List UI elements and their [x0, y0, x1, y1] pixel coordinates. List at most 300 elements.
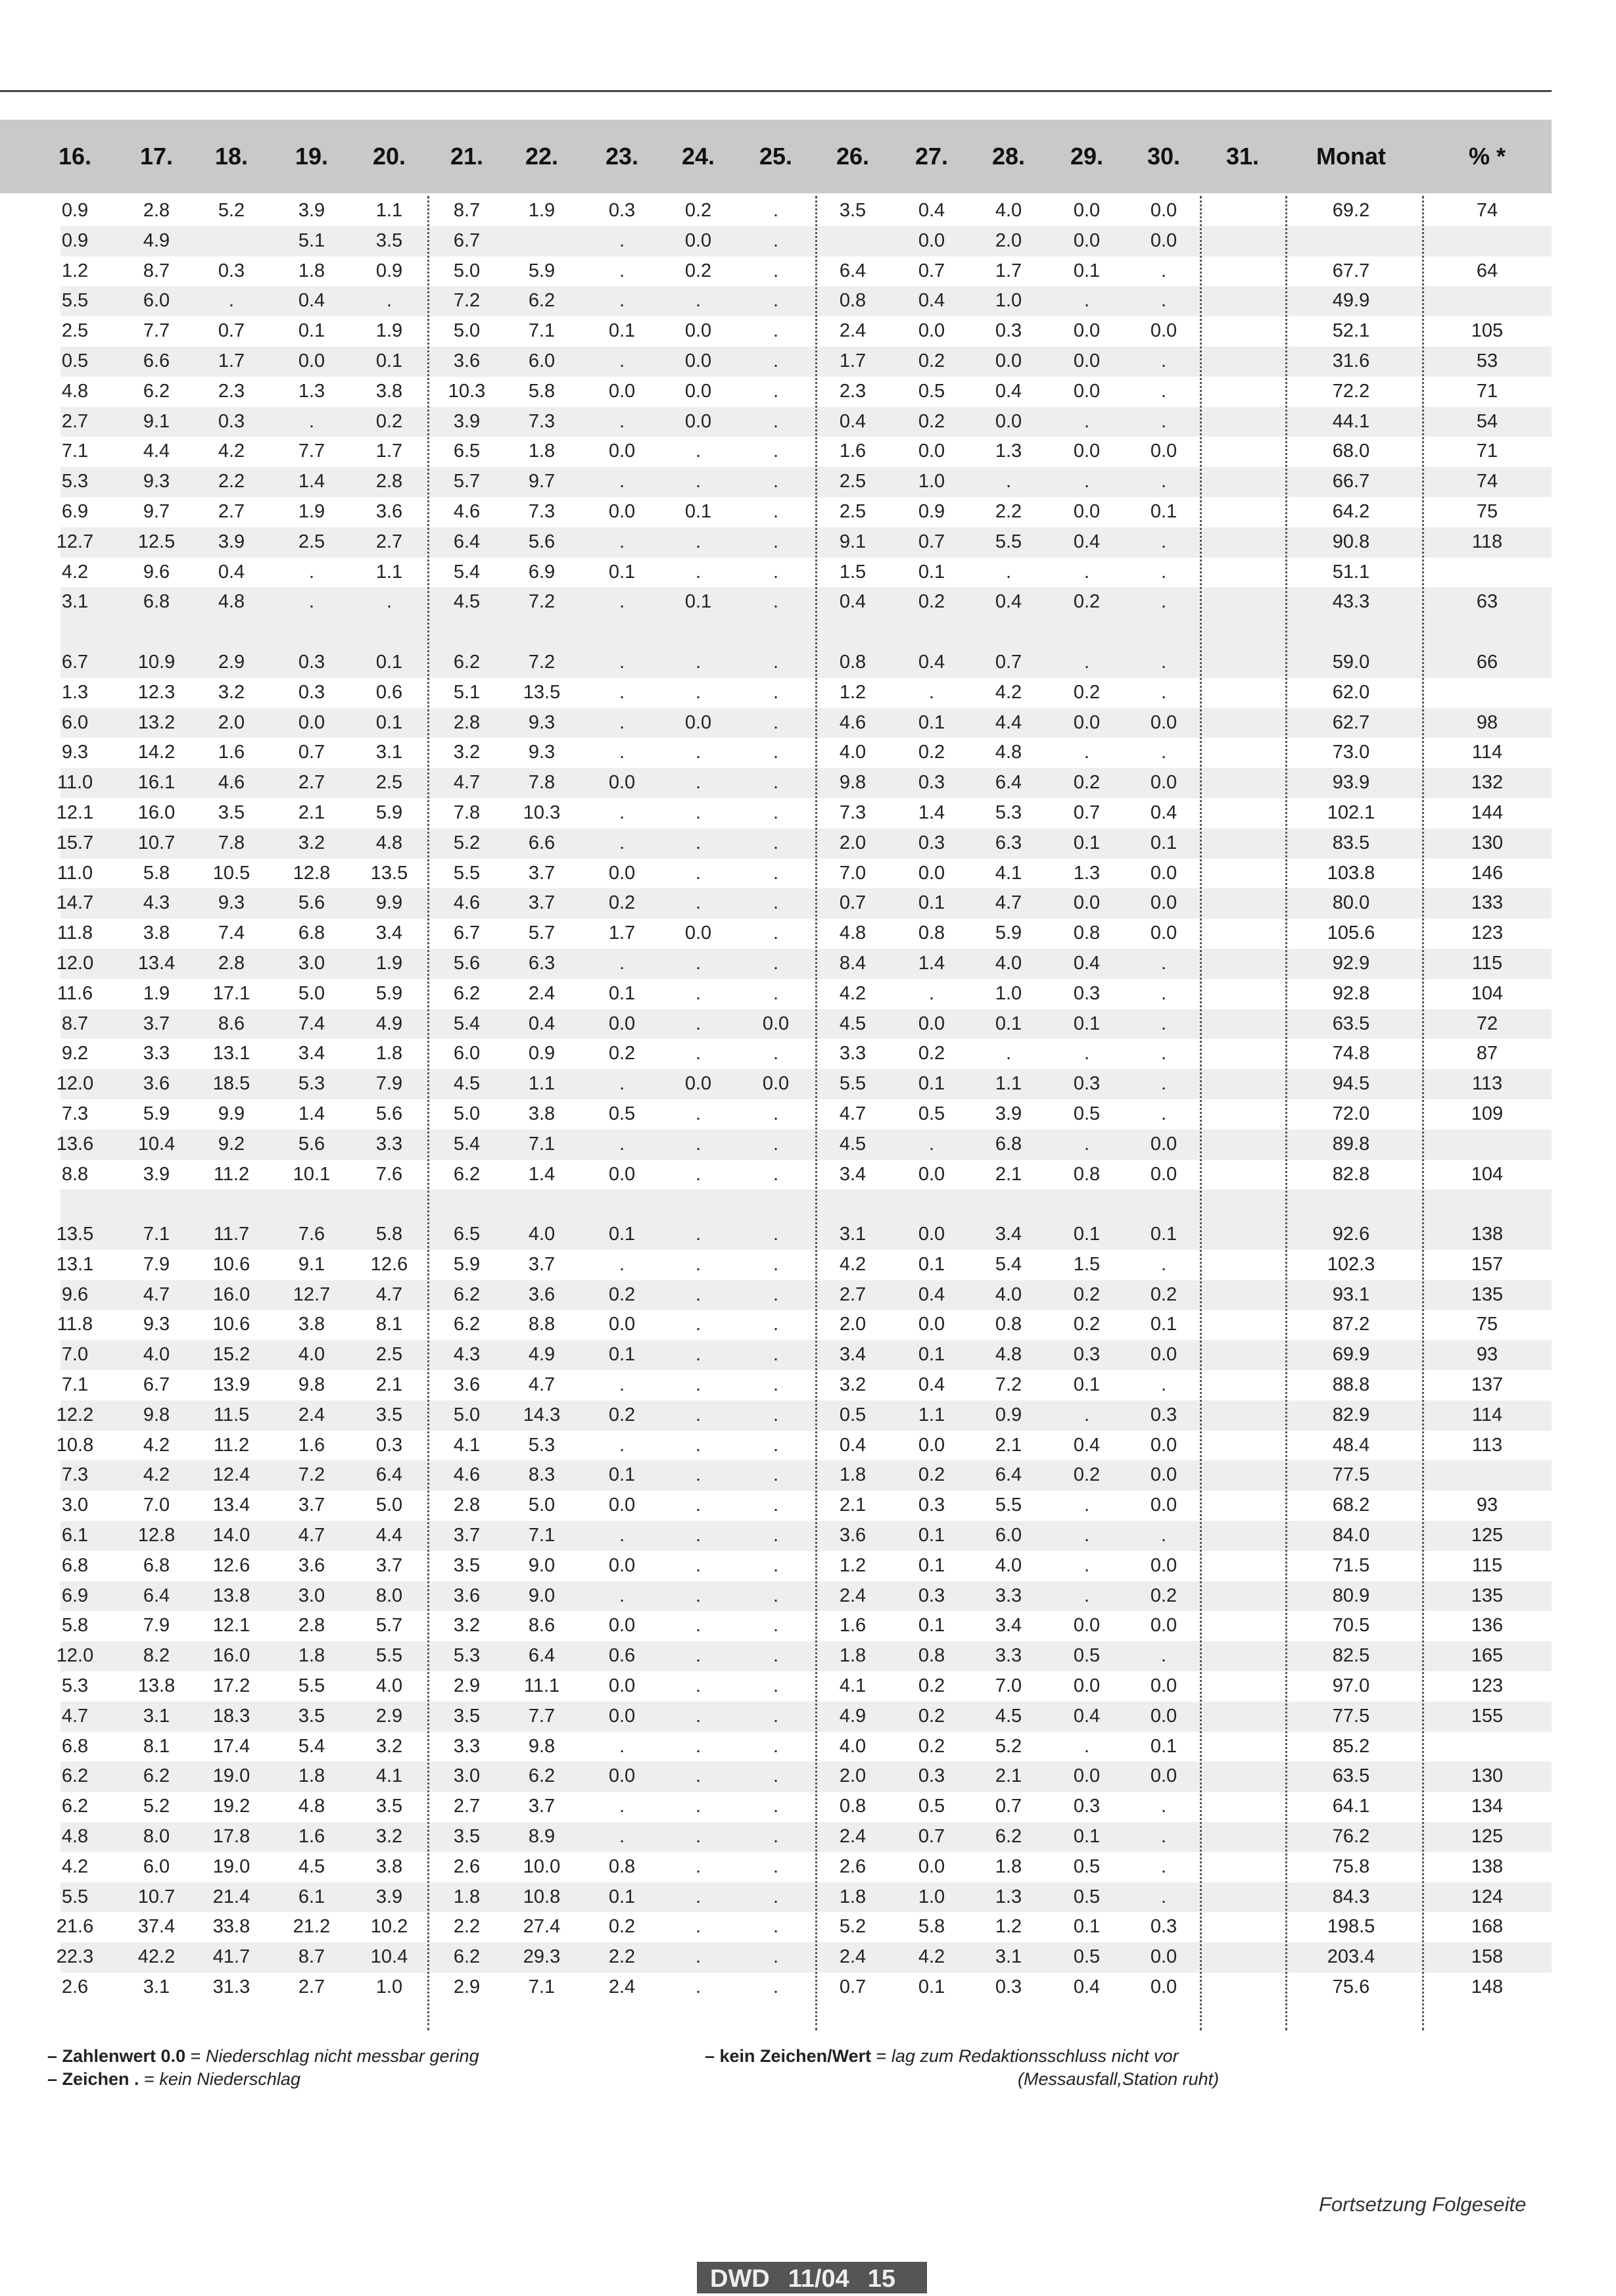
cell-d17: 4.2: [143, 1464, 170, 1486]
cell-d26: 2.4: [839, 1585, 867, 1606]
cell-d25: .: [772, 1283, 779, 1305]
cell-d24: 0.0: [684, 922, 712, 944]
cell-d25: .: [772, 1645, 779, 1667]
cell-d28: 1.0: [995, 982, 1022, 1004]
cell-d26: 9.8: [839, 772, 867, 794]
cell-d22: 6.6: [528, 832, 556, 853]
cell-d24: .: [695, 1224, 701, 1245]
cell-d23: 0.5: [608, 1103, 636, 1124]
cell-d26: 2.4: [839, 320, 867, 342]
cell-monat: 88.8: [1332, 1374, 1370, 1396]
cell-d24: .: [695, 1253, 701, 1275]
cell-d16: 3.0: [61, 1495, 89, 1516]
cell-d28: 2.0: [995, 229, 1022, 251]
cell-d23: 0.2: [608, 1283, 636, 1305]
cell-d25: .: [772, 711, 779, 733]
cell-d28: 4.0: [995, 952, 1022, 974]
table-row: [60, 1792, 1552, 1822]
cell-d16: 7.1: [61, 1374, 89, 1396]
cell-percent: 157: [1471, 1253, 1504, 1275]
table-row: [60, 587, 1552, 617]
header-d27: 27.: [915, 143, 949, 170]
table-row: [57, 919, 1552, 949]
cell-d25: .: [772, 350, 779, 371]
cell-d21: 10.3: [448, 380, 486, 402]
cell-d18: 2.7: [218, 500, 245, 522]
cell-d23: 0.0: [608, 1495, 636, 1516]
cell-d16: 5.3: [61, 1675, 89, 1697]
cell-d21: 6.5: [453, 441, 481, 462]
cell-percent: 146: [1471, 862, 1504, 884]
cell-d29: 0.8: [1073, 1163, 1101, 1185]
cell-d27: 0.3: [918, 1585, 945, 1606]
cell-d19: 3.5: [298, 1705, 325, 1727]
cell-d17: 10.7: [137, 1886, 176, 1907]
cell-d29: 0.0: [1073, 320, 1101, 342]
cell-d23: .: [619, 952, 625, 974]
table-row: [56, 1400, 1552, 1431]
cell-monat: 66.7: [1332, 471, 1370, 492]
table-row: [60, 648, 1552, 678]
cell-d17: 10.4: [137, 1133, 176, 1155]
cell-d22: 0.9: [528, 1043, 556, 1064]
cell-d28: 1.3: [995, 1886, 1022, 1907]
cell-d18: 11.5: [213, 1404, 250, 1425]
cell-d20: 8.0: [375, 1585, 403, 1606]
cell-d21: 5.5: [453, 862, 481, 884]
cell-d27: 0.0: [918, 1314, 945, 1335]
cell-d28: 3.3: [995, 1585, 1022, 1606]
cell-d18: 11.2: [213, 1163, 250, 1185]
cell-d24: .: [695, 1705, 701, 1727]
cell-monat: 102.3: [1327, 1253, 1375, 1275]
cell-d26: 3.2: [839, 1374, 867, 1396]
cell-d23: .: [619, 260, 625, 281]
cell-d18: 33.8: [212, 1916, 250, 1938]
cell-d24: .: [695, 471, 701, 492]
table-row: [60, 347, 1552, 377]
table-row: [60, 1581, 1552, 1612]
cell-d21: 8.7: [453, 200, 481, 221]
cell-d16: 11.6: [57, 982, 93, 1004]
cell-d30: 0.0: [1150, 772, 1177, 794]
cell-d19: 0.3: [298, 681, 325, 703]
cell-d24: .: [695, 1314, 701, 1335]
cell-d23: .: [619, 681, 625, 703]
cell-d27: 0.1: [918, 1253, 945, 1275]
cell-d30: 0.2: [1150, 1585, 1177, 1606]
cell-percent: [1441, 1460, 1533, 1491]
cell-d18: 1.6: [218, 742, 245, 763]
cell-d27: 0.8: [918, 922, 945, 944]
cell-d20: 5.8: [375, 1224, 403, 1245]
cell-d19: 1.6: [298, 1434, 325, 1456]
cell-percent: 134: [1471, 1796, 1504, 1817]
header-d21: 21.: [450, 143, 484, 170]
cell-d18: 18.5: [212, 1073, 250, 1095]
cell-d21: 5.1: [453, 681, 481, 703]
cell-d23: 0.0: [608, 1554, 636, 1576]
cell-d23: .: [619, 531, 625, 552]
cell-d22: 9.0: [528, 1585, 556, 1606]
cell-d23: .: [619, 832, 625, 853]
cell-d23: 0.0: [608, 772, 636, 794]
cell-d17: 9.7: [143, 500, 170, 522]
cell-d17: 8.2: [143, 1645, 170, 1667]
cell-d19: 5.1: [298, 229, 325, 251]
cell-monat: 105.6: [1327, 922, 1375, 944]
cell-d30: .: [1160, 1886, 1167, 1907]
cell-d16: 13.6: [56, 1133, 94, 1155]
section-gap: [60, 1189, 1552, 1220]
cell-d29: 0.0: [1073, 500, 1101, 522]
cell-d23: 1.7: [608, 922, 636, 944]
cell-d30: 0.2: [1150, 1283, 1177, 1305]
cell-d24: .: [695, 1585, 701, 1606]
cell-d24: .: [695, 862, 701, 884]
cell-d28: 5.5: [995, 531, 1022, 552]
cell-d23: .: [619, 350, 625, 371]
cell-d27: 0.1: [918, 711, 945, 733]
cell-d25: .: [772, 982, 779, 1004]
cell-d19: 5.4: [298, 1735, 325, 1757]
cell-d20: 4.7: [375, 1283, 403, 1305]
cell-d25: .: [772, 1735, 779, 1757]
cell-d18: 11.2: [213, 1434, 250, 1456]
cell-d25: .: [772, 1464, 779, 1486]
cell-d26: 4.9: [839, 1705, 867, 1727]
cell-d29: .: [1083, 471, 1090, 492]
cell-d31: [1206, 467, 1279, 497]
cell-d28: 1.2: [995, 1916, 1022, 1938]
cell-d27: 0.1: [918, 1976, 945, 1998]
cell-d18: 4.6: [218, 772, 245, 794]
cell-percent: 123: [1471, 1675, 1504, 1697]
cell-d30: 0.0: [1150, 1675, 1177, 1697]
cell-d24: .: [695, 1645, 701, 1667]
cell-d26: 3.3: [839, 1043, 867, 1064]
cell-d21: 4.7: [453, 772, 481, 794]
cell-d24: .: [695, 1554, 701, 1576]
cell-d29: 0.2: [1073, 772, 1101, 794]
cell-d20: 3.6: [375, 500, 403, 522]
cell-d28: 6.4: [995, 772, 1022, 794]
cell-d25: .: [772, 1434, 779, 1456]
cell-d22: 7.2: [528, 651, 556, 673]
cell-percent: 115: [1471, 952, 1503, 974]
cell-d20: 0.1: [375, 711, 403, 733]
cell-monat: 63.5: [1332, 1013, 1370, 1034]
cell-d23: 0.0: [608, 1765, 636, 1787]
legend-line-2: – Zeichen . = kein Niederschlag: [47, 2069, 300, 2089]
cell-d29: 0.4: [1073, 1434, 1101, 1456]
cell-d17: 4.0: [143, 1344, 170, 1366]
cell-d21: 2.7: [453, 1796, 481, 1817]
cell-d18: 5.2: [218, 200, 245, 221]
cell-d22: 9.7: [528, 471, 556, 492]
cell-d30: 0.1: [1150, 832, 1177, 853]
cell-d27: 0.1: [918, 1615, 945, 1637]
cell-d23: .: [619, 742, 625, 763]
cell-d28: 0.9: [995, 1404, 1022, 1425]
cell-d28: .: [1005, 471, 1012, 492]
cell-d22: 8.6: [528, 1615, 556, 1637]
cell-monat: 92.9: [1332, 952, 1370, 974]
cell-d16: 15.7: [56, 832, 94, 853]
cell-d20: 1.0: [375, 1976, 403, 1998]
table-row: [60, 558, 1552, 588]
cell-d29: 0.4: [1073, 1705, 1101, 1727]
cell-d17: 5.8: [143, 862, 170, 884]
cell-d25: .: [772, 290, 779, 312]
cell-d20: 10.2: [370, 1916, 408, 1938]
cell-d16: 11.8: [57, 922, 93, 944]
table-row: [57, 768, 1552, 798]
cell-d16: 6.1: [61, 1525, 89, 1546]
cell-d20: 3.5: [375, 1404, 403, 1425]
cell-d24: .: [695, 1916, 701, 1938]
cell-d31: [1206, 286, 1279, 316]
cell-d30: .: [1160, 380, 1167, 402]
cell-d16: 2.5: [61, 320, 89, 342]
cell-d20: 5.6: [375, 1103, 403, 1124]
cell-d16: 6.0: [61, 711, 89, 733]
cell-d23: 0.1: [608, 320, 636, 342]
cell-percent: 113: [1471, 1434, 1503, 1456]
cell-d22: 7.3: [528, 410, 556, 432]
cell-percent: 158: [1471, 1946, 1504, 1968]
cell-d30: .: [1160, 952, 1167, 974]
cell-d24: .: [695, 290, 701, 312]
cell-d24: 0.0: [684, 229, 712, 251]
cell-d19: 10.1: [293, 1163, 331, 1185]
column-divider: [1422, 196, 1424, 2030]
cell-d19: 3.0: [298, 952, 325, 974]
cell-d20: 3.8: [375, 380, 403, 402]
cell-d18: 0.3: [218, 260, 245, 281]
cell-percent: 144: [1471, 801, 1504, 823]
cell-d19: 0.1: [298, 320, 325, 342]
table-row: [56, 1431, 1552, 1461]
cell-d18: 41.7: [212, 1946, 250, 1968]
cell-d17: 4.9: [143, 229, 170, 251]
cell-d19: 1.4: [298, 1103, 325, 1124]
header-d30: 30.: [1147, 143, 1181, 170]
cell-monat: 59.0: [1332, 651, 1370, 673]
cell-d25: .: [772, 1163, 779, 1185]
cell-monat: 85.2: [1332, 1735, 1370, 1757]
cell-d31: [1206, 1280, 1279, 1310]
cell-d19: 4.7: [298, 1525, 325, 1546]
cell-d29: 1.5: [1073, 1253, 1101, 1275]
cell-d18: 3.9: [218, 531, 245, 552]
cell-d30: .: [1160, 290, 1167, 312]
cell-d22: [506, 226, 578, 256]
cell-d31: [1206, 407, 1279, 437]
cell-d20: 2.8: [375, 471, 403, 492]
cell-d18: 19.0: [212, 1765, 250, 1787]
cell-d16: 11.0: [57, 772, 93, 794]
table-row: [56, 1069, 1552, 1099]
cell-d31: [1206, 708, 1279, 738]
cell-d19: 5.6: [298, 892, 325, 914]
cell-percent: 124: [1471, 1886, 1504, 1907]
cell-d20: 9.9: [375, 892, 403, 914]
cell-d30: 0.0: [1150, 1163, 1177, 1185]
cell-d29: 0.1: [1073, 1916, 1101, 1938]
cell-d21: 3.2: [453, 1615, 481, 1637]
cell-d21: 3.0: [453, 1765, 481, 1787]
cell-d26: 2.0: [839, 1314, 867, 1335]
cell-d31: [1206, 1581, 1279, 1612]
legend-line-3: – kein Zeichen/Wert = lag zum Redaktionsschluss nicht vor: [705, 2046, 1179, 2066]
cell-d17: 9.3: [143, 471, 170, 492]
cell-d18: 4.8: [218, 591, 245, 613]
cell-d31: [1206, 1912, 1279, 1942]
cell-d27: 0.1: [918, 892, 945, 914]
cell-d25: .: [772, 1796, 779, 1817]
cell-d23: 0.0: [608, 1615, 636, 1637]
cell-d18: 11.7: [213, 1224, 250, 1245]
cell-d17: 9.1: [143, 410, 170, 432]
cell-d16: 22.3: [56, 1946, 94, 1968]
cell-d19: 7.2: [298, 1464, 325, 1486]
cell-d31: [1206, 1039, 1279, 1069]
cell-d21: 6.4: [453, 531, 481, 552]
cell-d24: 0.0: [684, 350, 712, 371]
cell-d31: [1206, 919, 1279, 949]
cell-d29: 0.5: [1073, 1645, 1101, 1667]
table-row: [60, 1280, 1552, 1310]
cell-d29: 0.0: [1073, 1675, 1101, 1697]
section-gap: [60, 617, 1552, 648]
cell-d21: 3.5: [453, 1826, 481, 1848]
cell-d26: 1.6: [839, 1615, 867, 1637]
cell-d23: 0.0: [608, 380, 636, 402]
cell-d24: 0.2: [684, 200, 712, 221]
cell-d16: 5.8: [61, 1615, 89, 1637]
cell-d25: .: [772, 260, 779, 281]
cell-d20: 1.1: [375, 561, 403, 583]
cell-d30: .: [1160, 681, 1167, 703]
cell-d22: 4.9: [528, 1344, 556, 1366]
cell-d30: 0.0: [1150, 862, 1177, 884]
cell-d27: 0.0: [918, 1855, 945, 1877]
cell-d21: 3.6: [453, 350, 481, 371]
cell-d16: 21.6: [56, 1916, 94, 1938]
cell-d24: .: [695, 1855, 701, 1877]
cell-d30: 0.0: [1150, 922, 1177, 944]
cell-d26: 4.2: [839, 982, 867, 1004]
cell-d30: 0.0: [1150, 1464, 1177, 1486]
cell-d19: 2.8: [298, 1615, 325, 1637]
cell-d26: 0.4: [839, 410, 867, 432]
cell-d19: 2.1: [298, 801, 325, 823]
cell-d28: 4.8: [995, 742, 1022, 763]
cell-d18: 31.3: [212, 1976, 250, 1998]
cell-d25: .: [772, 500, 779, 522]
cell-d16: 12.0: [56, 952, 94, 974]
cell-d28: 7.2: [995, 1374, 1022, 1396]
cell-d26: 1.6: [839, 441, 867, 462]
cell-d26: 4.7: [839, 1103, 867, 1124]
cell-d28: 5.2: [995, 1735, 1022, 1757]
table-row: [60, 1460, 1552, 1491]
cell-d26: 0.8: [839, 290, 867, 312]
cell-d25: .: [772, 441, 779, 462]
cell-d16: 12.7: [56, 531, 94, 552]
cell-d20: 7.6: [375, 1163, 403, 1185]
cell-monat: 87.2: [1332, 1314, 1370, 1335]
cell-d28: 5.9: [995, 922, 1022, 944]
cell-d29: .: [1083, 651, 1090, 673]
cell-d28: 0.7: [995, 1796, 1022, 1817]
cell-d30: 0.0: [1150, 1344, 1177, 1366]
cell-d28: 5.3: [995, 801, 1022, 823]
table-row: [60, 316, 1552, 347]
cell-d30: .: [1160, 1253, 1167, 1275]
cell-d17: 42.2: [137, 1946, 176, 1968]
cell-d26: 2.6: [839, 1855, 867, 1877]
cell-d19: 3.7: [298, 1495, 325, 1516]
cell-d28: 3.4: [995, 1224, 1022, 1245]
cell-d22: 3.7: [528, 862, 556, 884]
cell-d17: 6.2: [143, 380, 170, 402]
cell-d28: 0.8: [995, 1314, 1022, 1335]
cell-d23: 0.2: [608, 1916, 636, 1938]
cell-d22: 1.4: [528, 1163, 556, 1185]
cell-d24: 0.0: [684, 711, 712, 733]
cell-d20: .: [386, 591, 392, 613]
table-row: [60, 1671, 1552, 1702]
cell-monat: 77.5: [1332, 1464, 1370, 1486]
cell-d31: [1206, 1130, 1279, 1160]
cell-d24: .: [695, 1525, 701, 1546]
cell-d31: [1206, 1400, 1279, 1431]
table-row: [60, 1099, 1552, 1130]
cell-d24: .: [695, 832, 701, 853]
cell-d27: 1.4: [918, 801, 945, 823]
cell-d21: 6.2: [453, 1314, 481, 1335]
cell-d28: 4.7: [995, 892, 1022, 914]
cell-monat: 83.5: [1332, 832, 1370, 853]
cell-d30: 0.1: [1150, 1224, 1177, 1245]
legend-line-1: – Zahlenwert 0.0 = Niederschlag nicht messbar gering: [47, 2046, 479, 2066]
cell-monat: 69.9: [1332, 1344, 1370, 1366]
cell-d23: 0.2: [608, 892, 636, 914]
cell-d16: 0.9: [61, 200, 89, 221]
cell-d24: .: [695, 1675, 701, 1697]
cell-monat: 80.0: [1332, 892, 1370, 914]
cell-d18: 10.6: [212, 1314, 250, 1335]
cell-d26: 0.4: [839, 1434, 867, 1456]
cell-percent: 136: [1471, 1615, 1504, 1637]
table-row: [60, 1732, 1552, 1762]
table-row: [60, 1039, 1552, 1069]
cell-d20: 1.9: [375, 952, 403, 974]
cell-d23: .: [619, 591, 625, 613]
cell-d25: .: [772, 200, 779, 221]
cell-d27: 0.4: [918, 290, 945, 312]
cell-d18: [195, 226, 268, 256]
cell-d30: .: [1160, 410, 1167, 432]
cell-d16: 12.0: [56, 1645, 94, 1667]
cell-d19: 5.5: [298, 1675, 325, 1697]
cell-d26: 2.7: [839, 1283, 867, 1305]
cell-d19: 4.8: [298, 1796, 325, 1817]
column-divider: [1285, 196, 1287, 2030]
cell-d19: 3.2: [298, 832, 325, 853]
